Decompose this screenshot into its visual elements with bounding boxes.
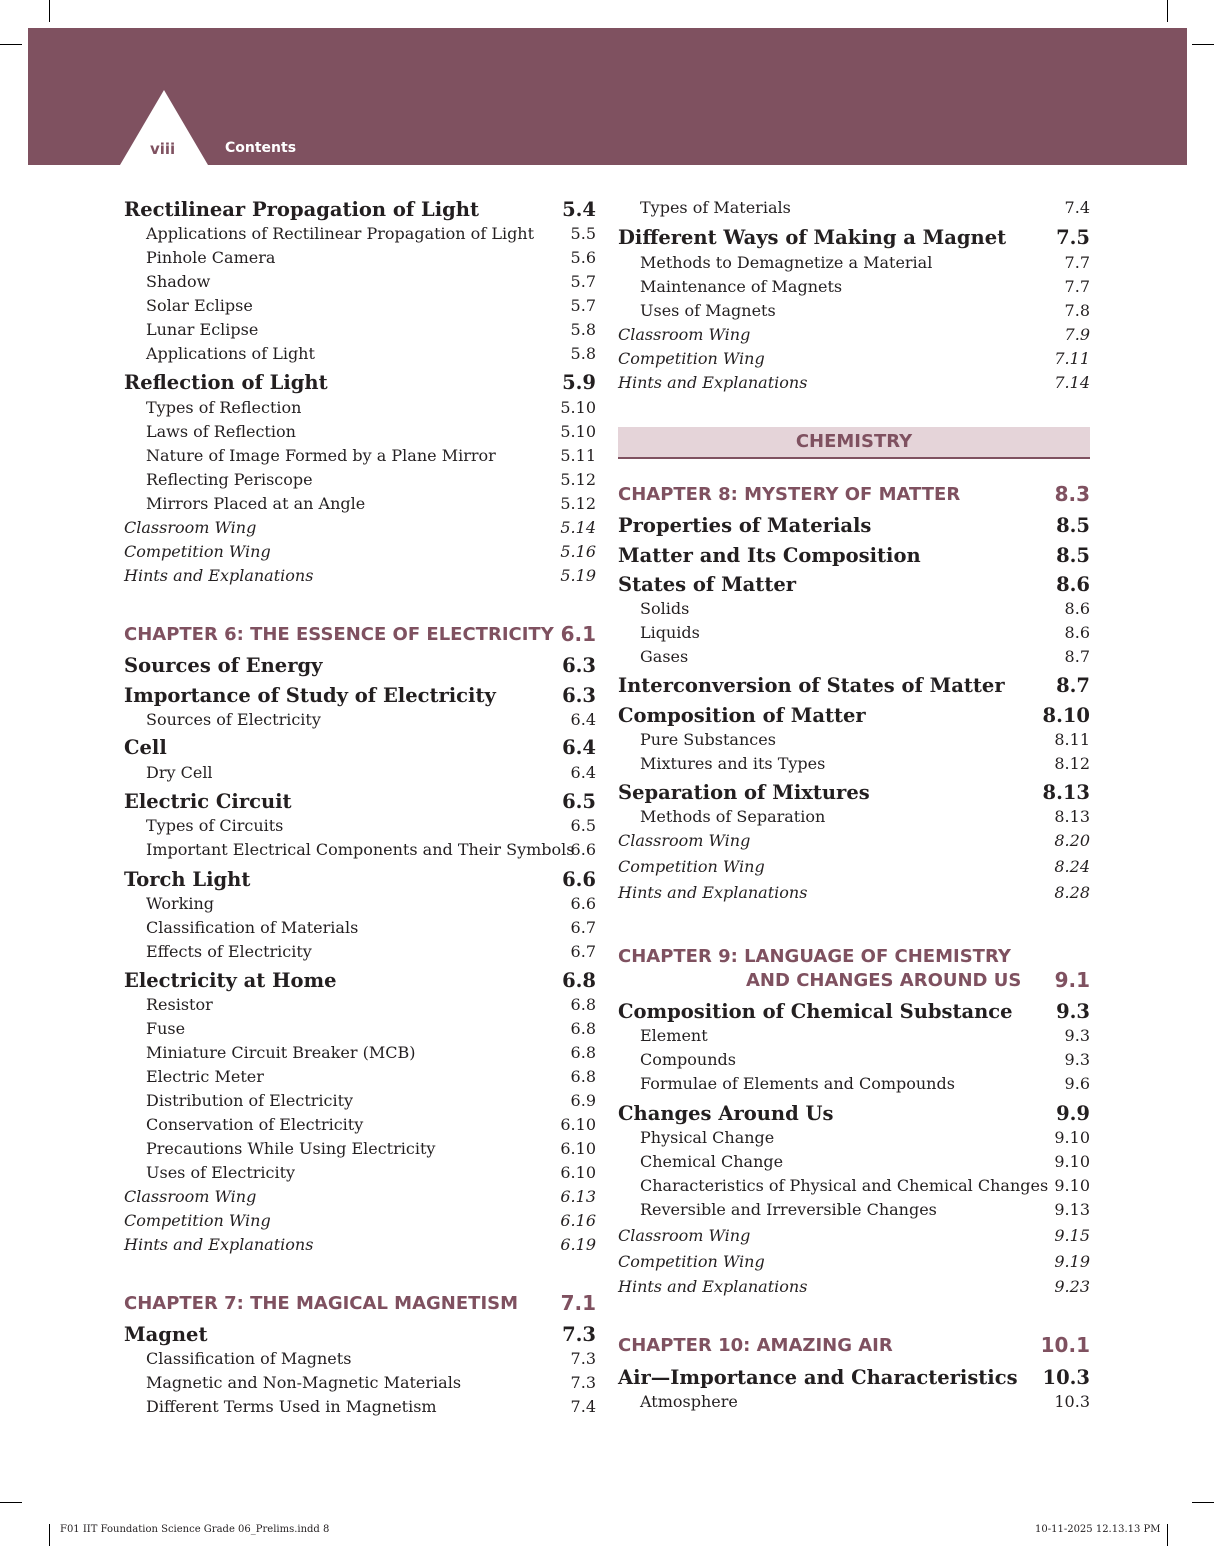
entry-page-number: 7.3 <box>570 1373 596 1392</box>
entry-title: Dry Cell <box>146 763 213 782</box>
entry-page-number: 6.6 <box>570 894 596 913</box>
entry-title: AND CHANGES AROUND US <box>746 970 1022 991</box>
entry-title: Properties of Materials <box>618 514 872 537</box>
crop-mark <box>49 0 50 22</box>
entry-page-number: 9.3 <box>1056 1000 1090 1023</box>
entry-page-number: 8.10 <box>1042 704 1090 727</box>
entry-title: Fuse <box>146 1019 186 1038</box>
entry-page-number: 6.8 <box>562 969 596 992</box>
entry-title: Atmosphere <box>640 1392 738 1411</box>
entry-title: Element <box>640 1026 708 1045</box>
entry-title: Competition Wing <box>124 542 271 561</box>
entry-title: Classification of Materials <box>146 918 359 937</box>
entry-page-number: 5.16 <box>560 542 596 561</box>
entry-page-number: 6.16 <box>560 1211 596 1230</box>
entry-page-number: 7.3 <box>562 1323 596 1346</box>
entry-title: Mirrors Placed at an Angle <box>146 494 366 513</box>
entry-page-number: 7.4 <box>570 1397 596 1416</box>
entry-title: Sources of Energy <box>124 654 323 677</box>
crop-mark <box>1167 1524 1168 1546</box>
entry-page-number: 8.6 <box>1064 599 1090 618</box>
entry-page-number: 7.3 <box>570 1349 596 1368</box>
entry-page-number: 6.7 <box>570 918 596 937</box>
entry-title: Matter and Its Composition <box>618 544 921 567</box>
entry-title: Types of Reflection <box>146 398 302 417</box>
entry-page-number: 5.12 <box>560 470 596 489</box>
entry-title: Working <box>146 894 214 913</box>
entry-title: Characteristics of Physical and Chemical Changes <box>640 1176 1049 1195</box>
entry-page-number: 9.1 <box>1054 968 1090 992</box>
entry-page-number: 9.13 <box>1054 1200 1090 1219</box>
entry-page-number: 6.4 <box>562 736 596 759</box>
entry-page-number: 6.4 <box>570 710 596 729</box>
crop-mark <box>0 1502 22 1503</box>
entry-page-number: 7.1 <box>560 1291 596 1315</box>
entry-title: Hints and Explanations <box>124 566 314 585</box>
entry-title: Classroom Wing <box>618 1226 751 1245</box>
entry-page-number: 8.20 <box>1054 831 1090 850</box>
entry-title: Pure Substances <box>640 730 776 749</box>
entry-title: Competition Wing <box>618 1252 765 1271</box>
entry-title: Electric Circuit <box>124 790 292 813</box>
entry-page-number: 6.5 <box>562 790 596 813</box>
entry-title: Magnet <box>124 1323 208 1346</box>
entry-title: Solar Eclipse <box>146 296 253 315</box>
entry-page-number: 10.3 <box>1054 1392 1090 1411</box>
entry-page-number: 5.10 <box>560 398 596 417</box>
entry-page-number: 6.6 <box>562 868 596 891</box>
entry-page-number: 5.5 <box>570 224 596 243</box>
entry-title: Solids <box>640 599 690 618</box>
entry-page-number: 8.5 <box>1056 544 1090 567</box>
entry-page-number: 6.7 <box>570 942 596 961</box>
entry-page-number: 5.14 <box>560 518 596 537</box>
entry-title: Types of Circuits <box>146 816 284 835</box>
entry-title: Pinhole Camera <box>146 248 276 267</box>
entry-title: Shadow <box>146 272 211 291</box>
entry-page-number: 6.8 <box>570 995 596 1014</box>
footer-timestamp: 10-11-2025 12.13.13 PM <box>1035 1524 1161 1535</box>
entry-page-number: 8.13 <box>1054 807 1090 826</box>
entry-page-number: 8.7 <box>1056 674 1090 697</box>
entry-title: Composition of Chemical Substance <box>618 1000 1013 1023</box>
entry-title: Chemical Change <box>640 1152 784 1171</box>
entry-title: Cell <box>124 736 167 759</box>
entry-page-number: 7.7 <box>1064 253 1090 272</box>
entry-page-number: 5.8 <box>570 344 596 363</box>
entry-title: Electricity at Home <box>124 969 337 992</box>
entry-title: Methods of Separation <box>640 807 826 826</box>
entry-title: Competition Wing <box>618 857 765 876</box>
crop-mark <box>0 44 22 45</box>
entry-page-number: 9.3 <box>1064 1026 1090 1045</box>
entry-page-number: 7.14 <box>1054 373 1090 392</box>
entry-title: Laws of Reflection <box>146 422 296 441</box>
entry-page-number: 6.10 <box>560 1139 596 1158</box>
entry-title: Hints and Explanations <box>618 1277 808 1296</box>
entry-page-number: 9.23 <box>1054 1277 1090 1296</box>
entry-title: Electric Meter <box>146 1067 264 1086</box>
entry-page-number: 7.4 <box>1064 198 1090 217</box>
entry-title: Hints and Explanations <box>124 1235 314 1254</box>
entry-page-number: 6.1 <box>560 622 596 646</box>
entry-page-number: 5.6 <box>570 248 596 267</box>
entry-title: Separation of Mixtures <box>618 781 870 804</box>
entry-page-number: 8.28 <box>1054 883 1090 902</box>
entry-title: Different Terms Used in Magnetism <box>146 1397 437 1416</box>
entry-title: Formulae of Elements and Compounds <box>640 1074 955 1093</box>
entry-title: CHAPTER 7: THE MAGICAL MAGNETISM <box>124 1293 519 1314</box>
entry-page-number: 5.10 <box>560 422 596 441</box>
entry-title: Types of Materials <box>640 198 791 217</box>
entry-title: Competition Wing <box>124 1211 271 1230</box>
entry-title: Methods to Demagnetize a Material <box>640 253 933 272</box>
crop-mark <box>1192 1502 1214 1503</box>
entry-page-number: 6.5 <box>570 816 596 835</box>
entry-page-number: 7.5 <box>1056 226 1090 249</box>
entry-title: Torch Light <box>124 868 251 891</box>
entry-title: Air—Importance and Characteristics <box>618 1366 1018 1389</box>
entry-page-number: 6.9 <box>570 1091 596 1110</box>
entry-page-number: 10.1 <box>1040 1333 1090 1357</box>
entry-title: Importance of Study of Electricity <box>124 684 496 707</box>
entry-title: CHAPTER 8: MYSTERY OF MATTER <box>618 484 961 505</box>
entry-title: Classroom Wing <box>618 325 751 344</box>
entry-page-number: 9.3 <box>1064 1050 1090 1069</box>
entry-title: Classroom Wing <box>124 518 257 537</box>
entry-title: Hints and Explanations <box>618 883 808 902</box>
entry-page-number: 9.10 <box>1054 1176 1090 1195</box>
entry-page-number: 8.5 <box>1056 514 1090 537</box>
entry-page-number: 8.6 <box>1056 573 1090 596</box>
entry-title: Reflection of Light <box>124 371 328 394</box>
entry-title: Rectilinear Propagation of Light <box>124 198 479 221</box>
entry-page-number: 8.12 <box>1054 754 1090 773</box>
entry-title: Effects of Electricity <box>146 942 312 961</box>
entry-title: Liquids <box>640 623 700 642</box>
entry-page-number: 6.4 <box>570 763 596 782</box>
entry-page-number: 5.9 <box>562 371 596 394</box>
entry-title: CHAPTER 10: AMAZING AIR <box>618 1335 893 1356</box>
entry-title: Uses of Electricity <box>146 1163 296 1182</box>
entry-title: Applications of Light <box>146 344 315 363</box>
entry-title: Applications of Rectilinear Propagation of Light <box>146 224 535 243</box>
entry-page-number: 6.8 <box>570 1043 596 1062</box>
entry-title: Reflecting Periscope <box>146 470 313 489</box>
entry-page-number: 7.8 <box>1064 301 1090 320</box>
entry-title: Hints and Explanations <box>618 373 808 392</box>
entry-title: Uses of Magnets <box>640 301 776 320</box>
entry-title: Compounds <box>640 1050 736 1069</box>
entry-title: Changes Around Us <box>618 1102 834 1125</box>
entry-title: Resistor <box>146 995 213 1014</box>
entry-title: Maintenance of Magnets <box>640 277 843 296</box>
entry-page-number: 5.8 <box>570 320 596 339</box>
entry-page-number: 6.8 <box>570 1067 596 1086</box>
entry-page-number: 7.7 <box>1064 277 1090 296</box>
entry-page-number: 9.15 <box>1054 1226 1090 1245</box>
crop-mark <box>1167 0 1168 22</box>
entry-page-number: 7.9 <box>1064 325 1090 344</box>
entry-title: Important Electrical Components and Their Symbols <box>146 840 575 859</box>
crop-mark <box>1192 44 1214 45</box>
entry-page-number: 6.3 <box>562 654 596 677</box>
entry-title: Interconversion of States of Matter <box>618 674 1005 697</box>
entry-page-number: 8.24 <box>1054 857 1090 876</box>
entry-page-number: 6.19 <box>560 1235 596 1254</box>
entry-title: Nature of Image Formed by a Plane Mirror <box>146 446 496 465</box>
entry-page-number: 6.10 <box>560 1163 596 1182</box>
entry-title: CHAPTER 9: LANGUAGE OF CHEMISTRY <box>618 946 1011 967</box>
entry-page-number: 6.3 <box>562 684 596 707</box>
entry-page-number: 9.6 <box>1064 1074 1090 1093</box>
entry-title: Reversible and Irreversible Changes <box>640 1200 937 1219</box>
entry-title: Sources of Electricity <box>146 710 321 729</box>
entry-title: Gases <box>640 647 689 666</box>
entry-page-number: 8.11 <box>1054 730 1090 749</box>
entry-page-number: 5.4 <box>562 198 596 221</box>
footer-file: F01 IIT Foundation Science Grade 06_Prelims.indd 8 <box>60 1524 330 1535</box>
entry-page-number: 5.7 <box>570 296 596 315</box>
entry-page-number: 5.19 <box>560 566 596 585</box>
entry-title: Magnetic and Non-Magnetic Materials <box>146 1373 462 1392</box>
entry-page-number: 8.3 <box>1054 482 1090 506</box>
entry-title: Lunar Eclipse <box>146 320 259 339</box>
entry-title: Physical Change <box>640 1128 775 1147</box>
entry-page-number: 8.7 <box>1064 647 1090 666</box>
entry-title: Competition Wing <box>618 349 765 368</box>
entry-page-number: 10.3 <box>1042 1366 1090 1389</box>
page-number: viii <box>150 140 176 158</box>
entry-title: Conservation of Electricity <box>146 1115 364 1134</box>
entry-title: Classroom Wing <box>618 831 751 850</box>
entry-page-number: 6.8 <box>570 1019 596 1038</box>
entry-page-number: 7.11 <box>1054 349 1090 368</box>
entry-title: Distribution of Electricity <box>146 1091 354 1110</box>
entry-page-number: 6.13 <box>560 1187 596 1206</box>
entry-title: States of Matter <box>618 573 797 596</box>
entry-page-number: 9.10 <box>1054 1152 1090 1171</box>
toc-right-column <box>618 198 1090 1428</box>
entry-page-number: 6.6 <box>570 840 596 859</box>
entry-page-number: 5.11 <box>560 446 596 465</box>
entry-page-number: 5.7 <box>570 272 596 291</box>
entry-page-number: 8.13 <box>1042 781 1090 804</box>
crop-mark <box>49 1524 50 1546</box>
toc-left-column <box>124 198 596 1428</box>
entry-page-number: 8.6 <box>1064 623 1090 642</box>
entry-title: Classification of Magnets <box>146 1349 352 1368</box>
section-title: Contents <box>225 140 297 156</box>
entry-title: Miniature Circuit Breaker (MCB) <box>146 1043 416 1062</box>
entry-page-number: 9.9 <box>1056 1102 1090 1125</box>
entry-title: Mixtures and its Types <box>640 754 826 773</box>
entry-title: Composition of Matter <box>618 704 866 727</box>
entry-page-number: 6.10 <box>560 1115 596 1134</box>
entry-page-number: 5.12 <box>560 494 596 513</box>
entry-page-number: 9.10 <box>1054 1128 1090 1147</box>
entry-title: Classroom Wing <box>124 1187 257 1206</box>
entry-page-number: 9.19 <box>1054 1252 1090 1271</box>
entry-title: Different Ways of Making a Magnet <box>618 226 1007 249</box>
entry-title: CHAPTER 6: THE ESSENCE OF ELECTRICITY <box>124 624 554 645</box>
entry-title: Precautions While Using Electricity <box>146 1139 436 1158</box>
chemistry-section-bar: CHEMISTRY <box>618 427 1090 459</box>
